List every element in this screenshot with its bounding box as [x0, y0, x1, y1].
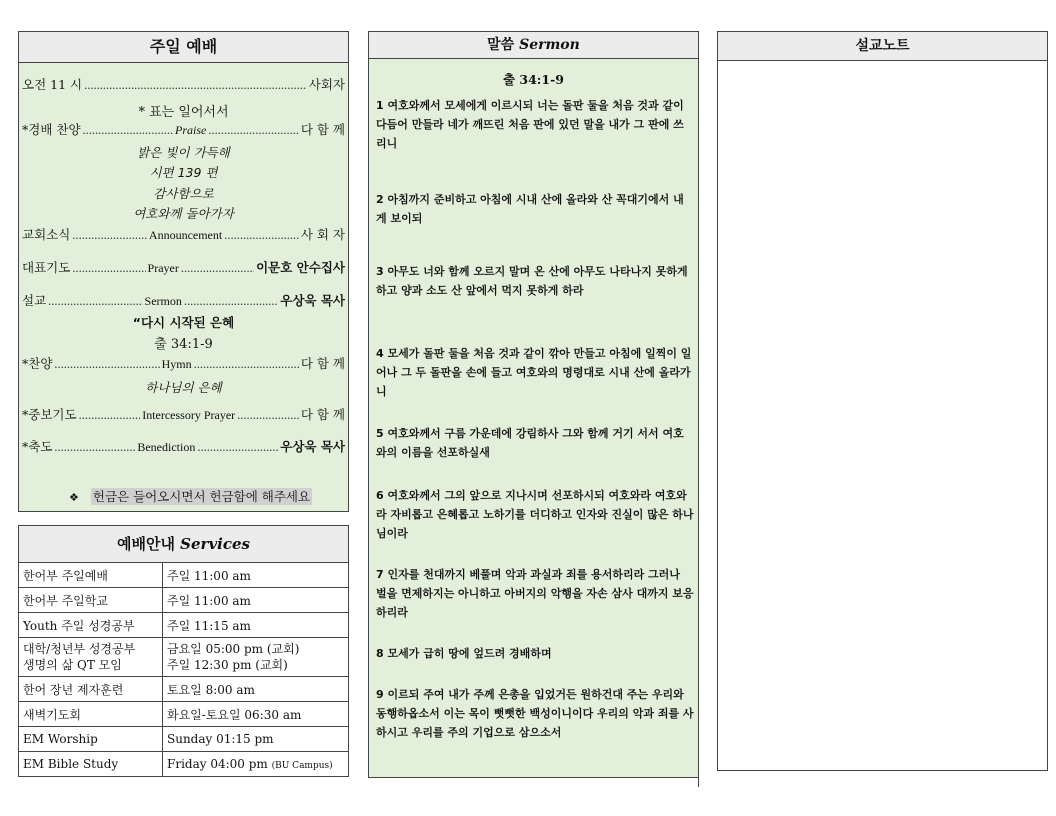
worship-row-announcement [22, 225, 345, 243]
service-name: 새벽기도회 [19, 702, 163, 727]
service-time: 주일 11:15 am [163, 613, 349, 638]
table-row [19, 702, 348, 727]
row-mid: Hymn [161, 357, 192, 371]
worship-row-prayer [22, 258, 345, 276]
row-right: 우상욱 목사 [280, 293, 346, 308]
praise-song-3: 감사함으로 [153, 186, 214, 201]
sermon-title-en: Sermon [519, 37, 580, 53]
row-left: *중보기도 [22, 407, 77, 422]
service-name: 한어부 주일예배 [19, 563, 163, 588]
service-name: 한어 장년 제자훈련 [19, 677, 163, 702]
worship-row-intercessory [22, 405, 345, 423]
sermon-notes-panel [717, 31, 1048, 771]
row-right: 우상욱 목사 [280, 439, 345, 454]
service-time: 토요일 8:00 am [163, 677, 349, 702]
services-title-ko: 예배안내 [116, 535, 181, 553]
service-time: 금요일 05:00 pm (교회) 주일 12:30 pm (교회) [163, 638, 349, 677]
service-time: Friday 04:00 pm (BU Campus) [163, 752, 349, 777]
table-row [19, 638, 348, 677]
verse-text: 7 인자를 천대까지 베풀며 악과 과실과 죄를 용서하리라 그러나 벌을 면제하지는 아니하고 아버지의 악행을 자손 삼사 대까지 보응하리라 [376, 568, 694, 619]
row-left: 대표기도 [22, 260, 71, 275]
services-title [19, 526, 348, 563]
verse-text: 6 여호와께서 그의 앞으로 지나시며 선포하시되 여호와라 여호와라 자비롭고 은혜롭고 노하기를 더디하고 인자와 진실이 많은 하나님이라 [376, 489, 694, 540]
verse-text: 2 아침까지 준비하고 아침에 시내 산에 올라와 산 꼭대기에서 내게 보이되 [376, 193, 684, 225]
worship-row-benediction [22, 437, 345, 455]
row-right: 이문호 안수집사 [256, 260, 345, 275]
worship-title: 주일 예배 [19, 32, 348, 63]
row-mid: Benediction [137, 440, 196, 454]
table-row [19, 727, 348, 752]
table-row [19, 752, 348, 777]
scripture-reference: 출 34:1-9 [502, 72, 565, 87]
verse-text: 8 모세가 급히 땅에 엎드려 경배하며 [376, 647, 552, 660]
hymn-title: 하나님의 은혜 [145, 380, 222, 395]
service-time: 화요일-토요일 06:30 am [163, 702, 349, 727]
row-left: 오전 11 시 [22, 77, 83, 92]
service-name: 대학/청년부 성경공부 생명의 삶 QT 모임 [19, 638, 163, 677]
row-right: 다 함 께 [300, 122, 345, 137]
praise-song-2: 시편 139 편 [149, 165, 218, 180]
service-name: 한어부 주일학교 [19, 588, 163, 613]
row-left: 설교 [22, 293, 47, 308]
praise-song-1: 밝은 빛이 가득해 [137, 145, 230, 160]
verse-text: 4 모세가 돌판 둘을 처음 것과 같이 깎아 만들고 아침에 일찍이 일어나 그 두 돌판을 손에 들고 여호와의 명령대로 시내 산에 올라가니 [376, 347, 692, 398]
row-left: *경배 찬양 [22, 122, 81, 137]
table-row [19, 677, 348, 702]
sermon-reference: 출 34:1-9 [154, 337, 213, 352]
row-right: 사회자 [308, 77, 345, 92]
sermon-title-ko: 말씀 [487, 37, 520, 53]
praise-song-4: 여호와께 돌아가자 [133, 206, 234, 221]
worship-order-panel [18, 31, 349, 512]
services-panel [18, 525, 349, 777]
table-row [19, 563, 348, 588]
services-title-en: Services [180, 535, 250, 553]
verse-text: 1 여호와께서 모세에게 이르시되 너는 돌판 둘을 처음 것과 같이 다듬어 만들라 네가 깨뜨린 처음 판에 있던 말을 내가 그 판에 쓰리니 [376, 99, 684, 150]
service-location: (BU Campus) [271, 761, 333, 771]
sermon-panel [368, 31, 699, 777]
sermon-title: “다시 시작된 은혜 [132, 315, 235, 330]
row-left: *축도 [22, 439, 53, 454]
service-time: 주일 11:00 am [163, 588, 349, 613]
row-right: 다 함 께 [300, 356, 345, 371]
divider [698, 777, 699, 787]
service-time: 주일 11:00 am [163, 563, 349, 588]
worship-row-sermon [22, 291, 345, 309]
row-mid: Intercessory Prayer [142, 408, 236, 422]
row-mid: Sermon [144, 294, 182, 308]
offering-note [69, 487, 312, 505]
services-table [19, 563, 348, 777]
row-right: 다 함 께 [300, 407, 345, 422]
row-right: 사 회 자 [300, 227, 345, 242]
table-row [19, 588, 348, 613]
service-name: EM Worship [19, 727, 163, 752]
service-name: Youth 주일 성경공부 [19, 613, 163, 638]
row-mid: Announcement [148, 228, 223, 242]
verse-text: 5 여호와께서 구름 가운데에 강림하사 그와 함께 거기 서서 여호와의 이름을 선포하실새 [376, 427, 684, 459]
row-mid: Prayer [147, 261, 179, 275]
divider [368, 777, 699, 778]
service-time: Sunday 01:15 pm [163, 727, 349, 752]
service-name: EM Bible Study [19, 752, 163, 777]
sermon-panel-title [369, 32, 698, 59]
verse-text: 3 아무도 너와 함께 오르지 말며 온 산에 아무도 나타나지 못하게 하고 양과 소도 산 앞에서 먹지 못하게 하라 [376, 265, 688, 297]
row-left: 교회소식 [22, 227, 71, 242]
worship-row-time [22, 75, 345, 93]
notes-title: 설교노트 [718, 32, 1047, 61]
worship-row-hymn [22, 354, 345, 372]
worship-row-praise [22, 120, 345, 138]
verse-text: 9 이르되 주여 내가 주께 은총을 입었거든 원하건대 주는 우리와 동행하옵소서 이는 목이 뻣뻣한 백성이니이다 우리의 악과 죄를 사하시고 우리를 주의 기업으로 삼으소서 [376, 688, 694, 739]
row-left: *찬양 [22, 356, 53, 371]
table-row [19, 613, 348, 638]
stand-note: * 표는 일어서서 [138, 105, 229, 120]
row-mid: Praise [175, 123, 207, 137]
diamond-bullet-icon: ❖ [69, 491, 79, 504]
offering-text: 헌금은 들어오시면서 헌금함에 해주세요 [92, 489, 311, 504]
